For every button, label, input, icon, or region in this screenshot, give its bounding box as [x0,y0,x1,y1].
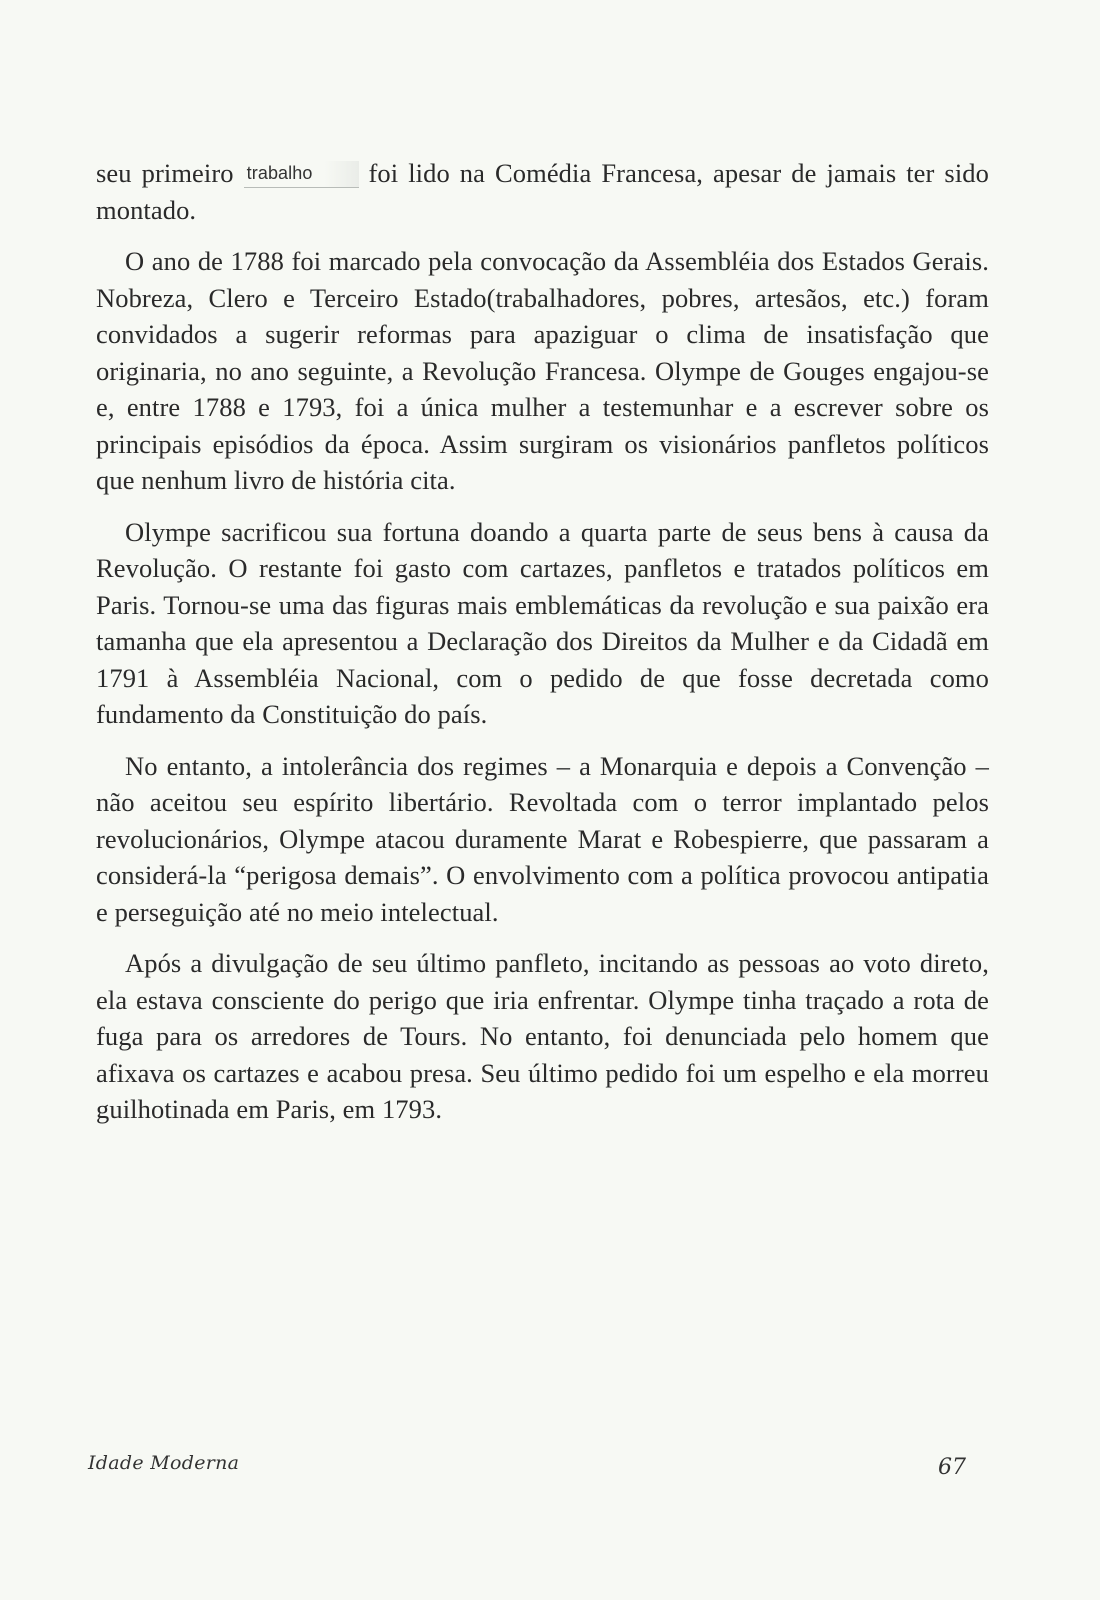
paragraph-1 [96,155,989,228]
footer-title: Idade Moderna [88,1452,240,1474]
paragraph-1-start: seu primeiro [96,158,244,188]
inline-word-field: trabalho [244,161,359,188]
paragraph-5: Após a divulgação de seu último panfleto, incitando as pessoas ao voto direto, ela estava consciente do perigo que iria enfrentar. Olympe tinha traçado a rota de fuga para os arredores de Tours. No entanto, foi denunciada pelo homem que afixava os cartazes e acabou presa. Seu último pedido foi um espelho e ela morreu guilhotinada em Paris, em 1793. [96,948,989,1124]
paragraph-2: O ano de 1788 foi marcado pela convocação da Assembléia dos Estados Gerais. Nobreza, Clero e Terceiro Estado(trabalhadores, pobres, artesãos, etc.) foram convidados a sugerir reformas para apaziguar o clima de insatisfação que originaria, no ano seguinte, a Revolução Francesa. Olympe de Gouges engajou-se e, entre 1788 e 1793, foi a única mulher a testemunhar e a escrever sobre os principais episódios da época. Assim surgiram os visionários panfletos políticos que nenhum livro de história cita. [96,246,989,495]
paragraph-1-end: foi lido na Comédia Francesa, apesar de jamais ter sido montado. [96,158,990,225]
paragraph-4: No entanto, a intolerância dos regimes – a Monarquia e depois a Convenção – não aceitou seu espírito libertário. Revoltada com o terror implantado pelos revolucionários, Olympe atacou duramente Marat e Robespierre, que passaram a considerá-la “perigosa demais”. O envolvimento com a política provocou antipatia e perseguição até no meio intelectual. [96,750,989,927]
page-number: 67 [938,1455,966,1480]
paragraph-3: Olympe sacrificou sua fortuna doando a quarta parte de seus bens à causa da Revolução. O restante foi gasto com cartazes, panfletos e tratados políticos em Paris. Tornou-se uma das figuras mais emblemáticas da revolução e sua paixão era tamanha que ela apresentou a Declaração dos Direitos da Mulher e da Cidadã em 1791 à Assembléia Nacional, com o pedido de que fosse decretada como fundamento da Constituição do país. [96,516,989,729]
body-text [96,155,989,1143]
